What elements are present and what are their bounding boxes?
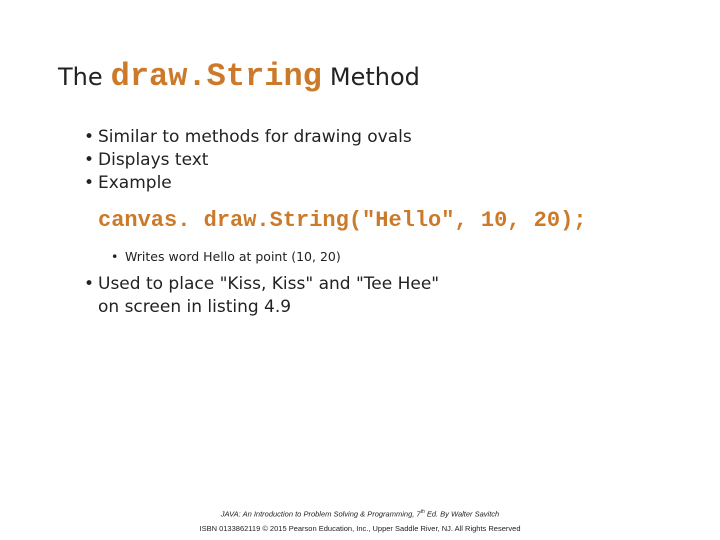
bullet-dot-icon: •: [84, 127, 95, 147]
bullet-item: [84, 273, 458, 319]
code-example: canvas. draw.String("Hello", 10, 20);: [98, 208, 587, 233]
footer-author: Ed. By Walter Savitch: [424, 509, 500, 519]
bullet-item: [84, 172, 684, 195]
footer-book-credit: [0, 505, 720, 522]
bullet-text: Displays text: [98, 150, 209, 170]
bullet-dot-icon: •: [84, 173, 95, 193]
bullet-item: [84, 149, 684, 172]
footer: [0, 505, 720, 536]
sub-bullet-text: Writes word Hello at point (10, 20): [125, 249, 341, 264]
bullet-dot-icon: •: [84, 150, 95, 170]
slide-title: [58, 58, 420, 104]
title-code-method: draw.String: [110, 58, 322, 95]
bullet-dot-icon: •: [84, 274, 95, 294]
bullet-dot-icon: •: [111, 249, 119, 264]
bullet-text: Used to place "Kiss, Kiss" and "Tee Hee" on screen in listing 4.9: [98, 274, 440, 317]
bullet-item: [84, 126, 684, 149]
title-prefix: The: [58, 63, 103, 91]
footer-edition-sup: th: [420, 509, 425, 515]
bullet-list: [84, 126, 684, 195]
footer-book-title: JAVA: An Introduction to Problem Solving & Programming, 7: [220, 509, 421, 519]
footer-copyright: ISBN 0133862119 © 2015 Pearson Education, Inc., Upper Saddle River, NJ. All Rights Reserved: [199, 523, 521, 533]
sub-bullet-item: [111, 248, 341, 266]
bullet-text: Example: [98, 173, 172, 193]
title-suffix: Method: [329, 63, 420, 91]
bullet-text: Similar to methods for drawing ovals: [98, 127, 412, 147]
